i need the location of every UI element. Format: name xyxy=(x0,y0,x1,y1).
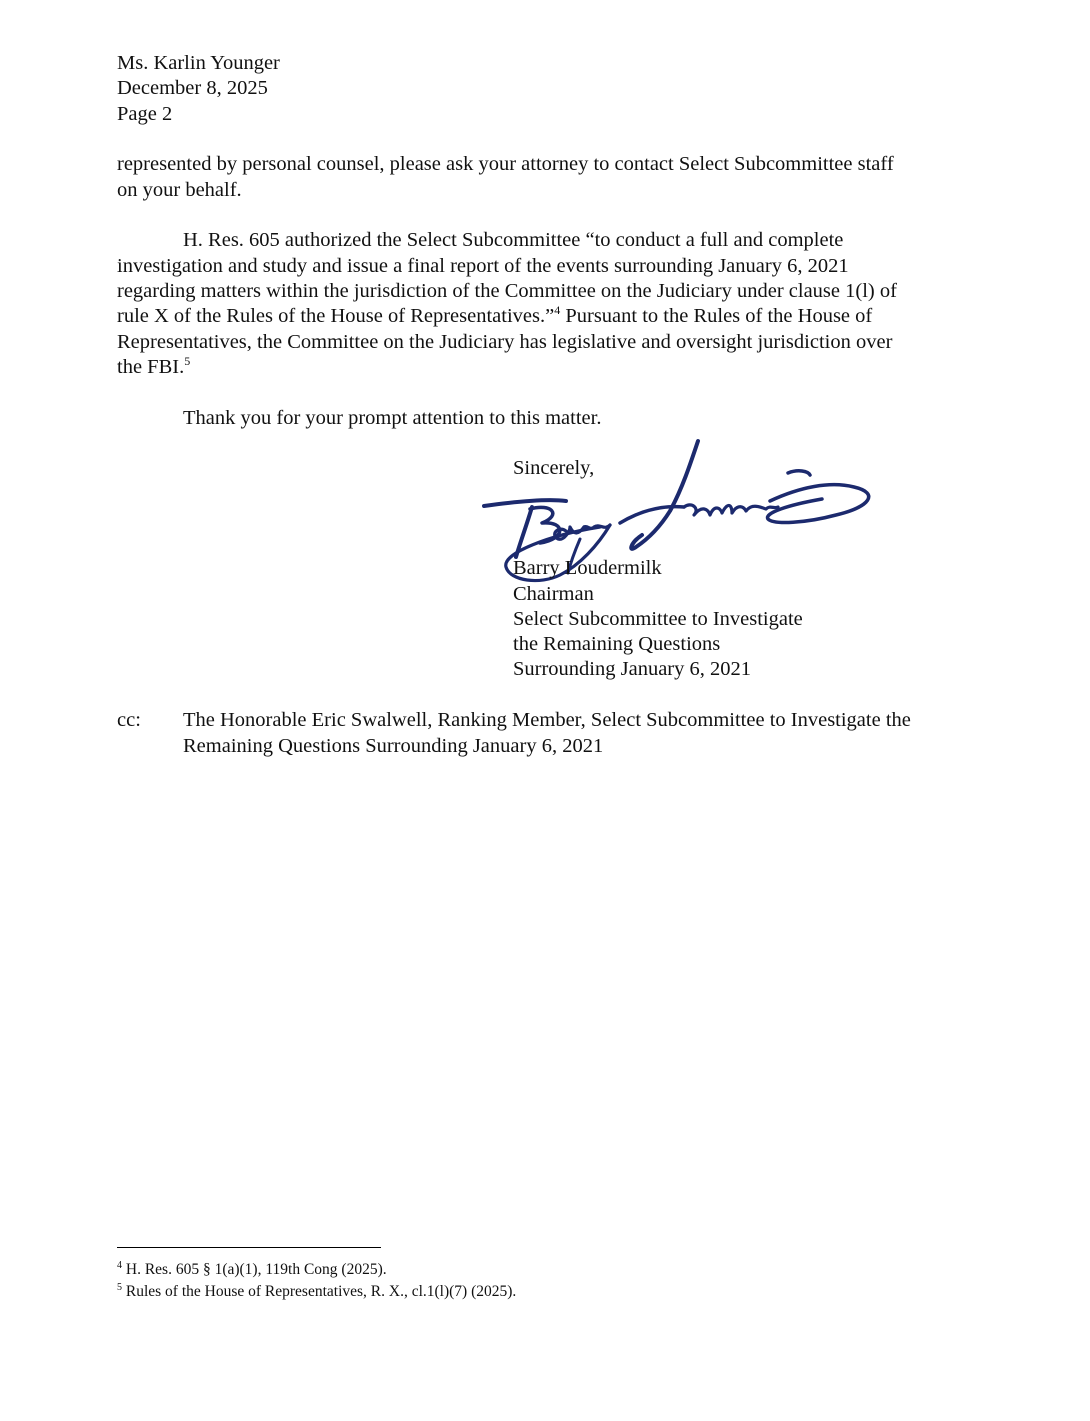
body-line: investigation and study and issue a final report of the events surrounding January 6, 2021 xyxy=(117,255,849,277)
salutation: Sincerely, xyxy=(513,457,595,479)
signatory-name: Barry Loudermilk xyxy=(513,557,662,579)
body-line: Representatives, the Committee on the Judiciary has legislative and oversight jurisdiction over xyxy=(117,331,893,353)
signatory-org-line: Surrounding January 6, 2021 xyxy=(513,658,752,680)
recipient-name: Ms. Karlin Younger xyxy=(117,52,280,74)
footnote-ref-5: 5 xyxy=(184,354,191,368)
signatory-org-line: Select Subcommittee to Investigate xyxy=(513,608,803,630)
body-line: regarding matters within the jurisdiction of the Committee on the Judiciary under clause 1(l) of xyxy=(117,280,897,302)
body-line: Thank you for your prompt attention to this matter. xyxy=(183,407,602,429)
signatory-title: Chairman xyxy=(513,583,594,605)
body-line: H. Res. 605 authorized the Select Subcommittee “to conduct a full and complete xyxy=(183,229,844,251)
footnote-divider xyxy=(117,1247,381,1248)
body-line: rule X of the Rules of the House of Representatives.”$^4$ Pursuant to the Rules of the House of xyxy=(117,303,873,327)
cc-line: The Honorable Eric Swalwell, Ranking Member, Select Subcommittee to Investigate the xyxy=(183,709,911,731)
cc-line: Remaining Questions Surrounding January 6, 2021 xyxy=(183,735,604,757)
body-line: represented by personal counsel, please ask your attorney to contact Select Subcommittee staff xyxy=(117,153,894,175)
body-line: on your behalf. xyxy=(117,179,242,201)
page-number: Page 2 xyxy=(117,103,173,125)
footnote-ref-4: 4 xyxy=(554,303,561,317)
cc-label: cc: xyxy=(117,709,141,731)
footnote-5: $^5$ Rules of the House of Representatives, R. X., cl.1(l)(7) (2025). xyxy=(117,1282,517,1300)
signatory-org-line: the Remaining Questions xyxy=(513,633,721,655)
letter-date: December 8, 2025 xyxy=(117,77,268,99)
footnote-4: $^4$ H. Res. 605 § 1(a)(1), 119th Cong (2025). xyxy=(117,1260,387,1278)
body-line: the FBI.$^5$ xyxy=(117,354,191,378)
